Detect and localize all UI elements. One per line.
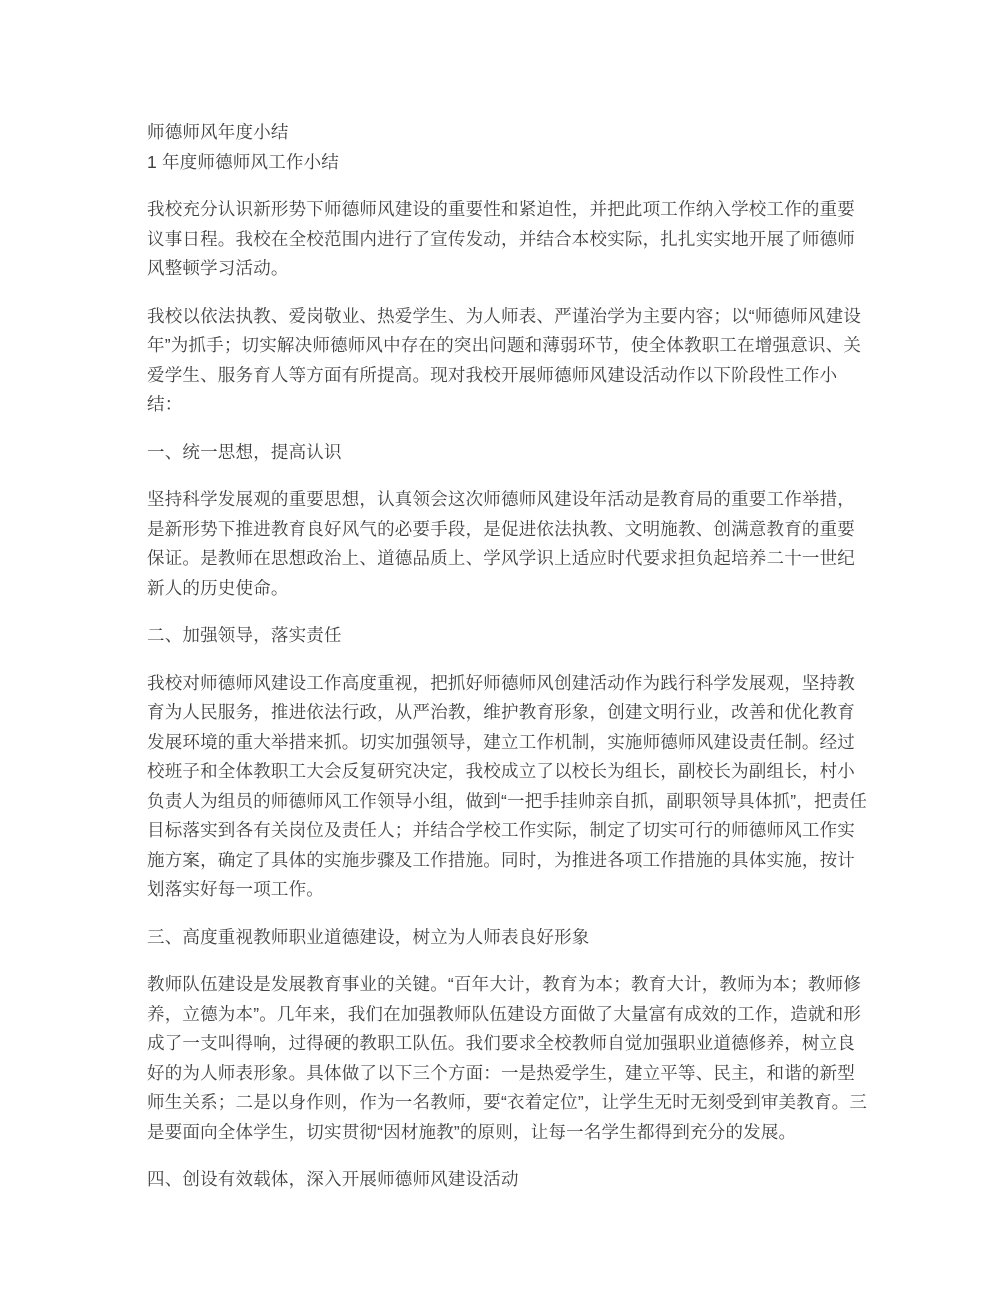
section-heading: 一、统一思想，提高认识: [147, 441, 342, 462]
paragraph: 我校对师德师风建设工作高度重视，把抓好师德师风创建活动作为践行科学发展观，坚持教育为人民服务，推进依法行政，从严治教，维护教育形象，创建文明行业，改善和优化教育发展环境的重大举措来抓。切实加强领导，建立工作机制，实施师德师风建设责任制。经过校班子和全体教职工大会反复研究决定，我校成立了以校长为组长，副校长为副组长，村小负责人为组员的师德师风工作领导小组，做到“一把手挂帅亲自抓，副职领导具体抓”，把责任目标落实到各有关岗位及责任人；并结合学校工作实际，制定了切实可行的师德师风工作实施方案，确定了具体的实施步骤及工作措施。同时，为推进各项工作措施的具体实施，按计划落实好每一项工作。: [147, 672, 868, 899]
paragraph: 我校充分认识新形势下师德师风建设的重要性和紧迫性，并把此项工作纳入学校工作的重要议事日程。我校在全校范围内进行了宣传发动，并结合本校实际，扎扎实实地开展了师德师风整顿学习活动。: [147, 199, 855, 278]
section-heading: 二、加强领导，落实责任: [147, 625, 342, 645]
document-page: [147, 118, 869, 1213]
paragraph: 坚持科学发展观的重要思想，认真领会这次师德师风建设年活动是教育局的重要工作举措，是新形势下推进教育良好风气的必要手段，是促进依法执教、文明施教、创满意教育的重要保证。是教师在思想政治上、道德品质上、学风学识上适应时代要求担负起培养二十一世纪新人的历史使命。: [147, 489, 855, 598]
paragraph: 教师队伍建设是发展教育事业的关键。“百年大计，教育为本；教育大计，教师为本；教师修养，立德为本”。几年来，我们在加强教师队伍建设方面做了大量富有成效的工作，造就和形成了一支叫得响，过得硬的教职工队伍。我们要求全校教师自觉加强职业道德修养，树立良好的为人师表形象。具体做了以下三个方面：一是热爱学生，建立平等、民主，和谐的新型师生关系；二是以身作则，作为一名教师，要“衣着定位”，让学生无时无刻受到审美教育。三是要面向全体学生，切实贯彻“因材施教”的原则，让每一名学生都得到充分的发展。: [147, 974, 868, 1142]
section-heading: 三、高度重视教师职业道德建设，树立为人师表良好形象: [147, 926, 590, 947]
doc-subtitle: 1 年度师德师风工作小结: [147, 151, 339, 172]
section-heading: 四、创设有效载体，深入开展师德师风建设活动: [147, 1169, 519, 1189]
doc-title: 师德师风年度小结: [147, 122, 289, 142]
paragraph: 我校以依法执教、爱岗敬业、热爱学生、为人师表、严谨治学为主要内容；以“师德师风建设年”为抓手；切实解决师德师风中存在的突出问题和薄弱环节，使全体教职工在增强意识、关爱学生、服务育人等方面有所提高。现对我校开展师德师风建设活动作以下阶段性工作小结：: [147, 305, 862, 414]
